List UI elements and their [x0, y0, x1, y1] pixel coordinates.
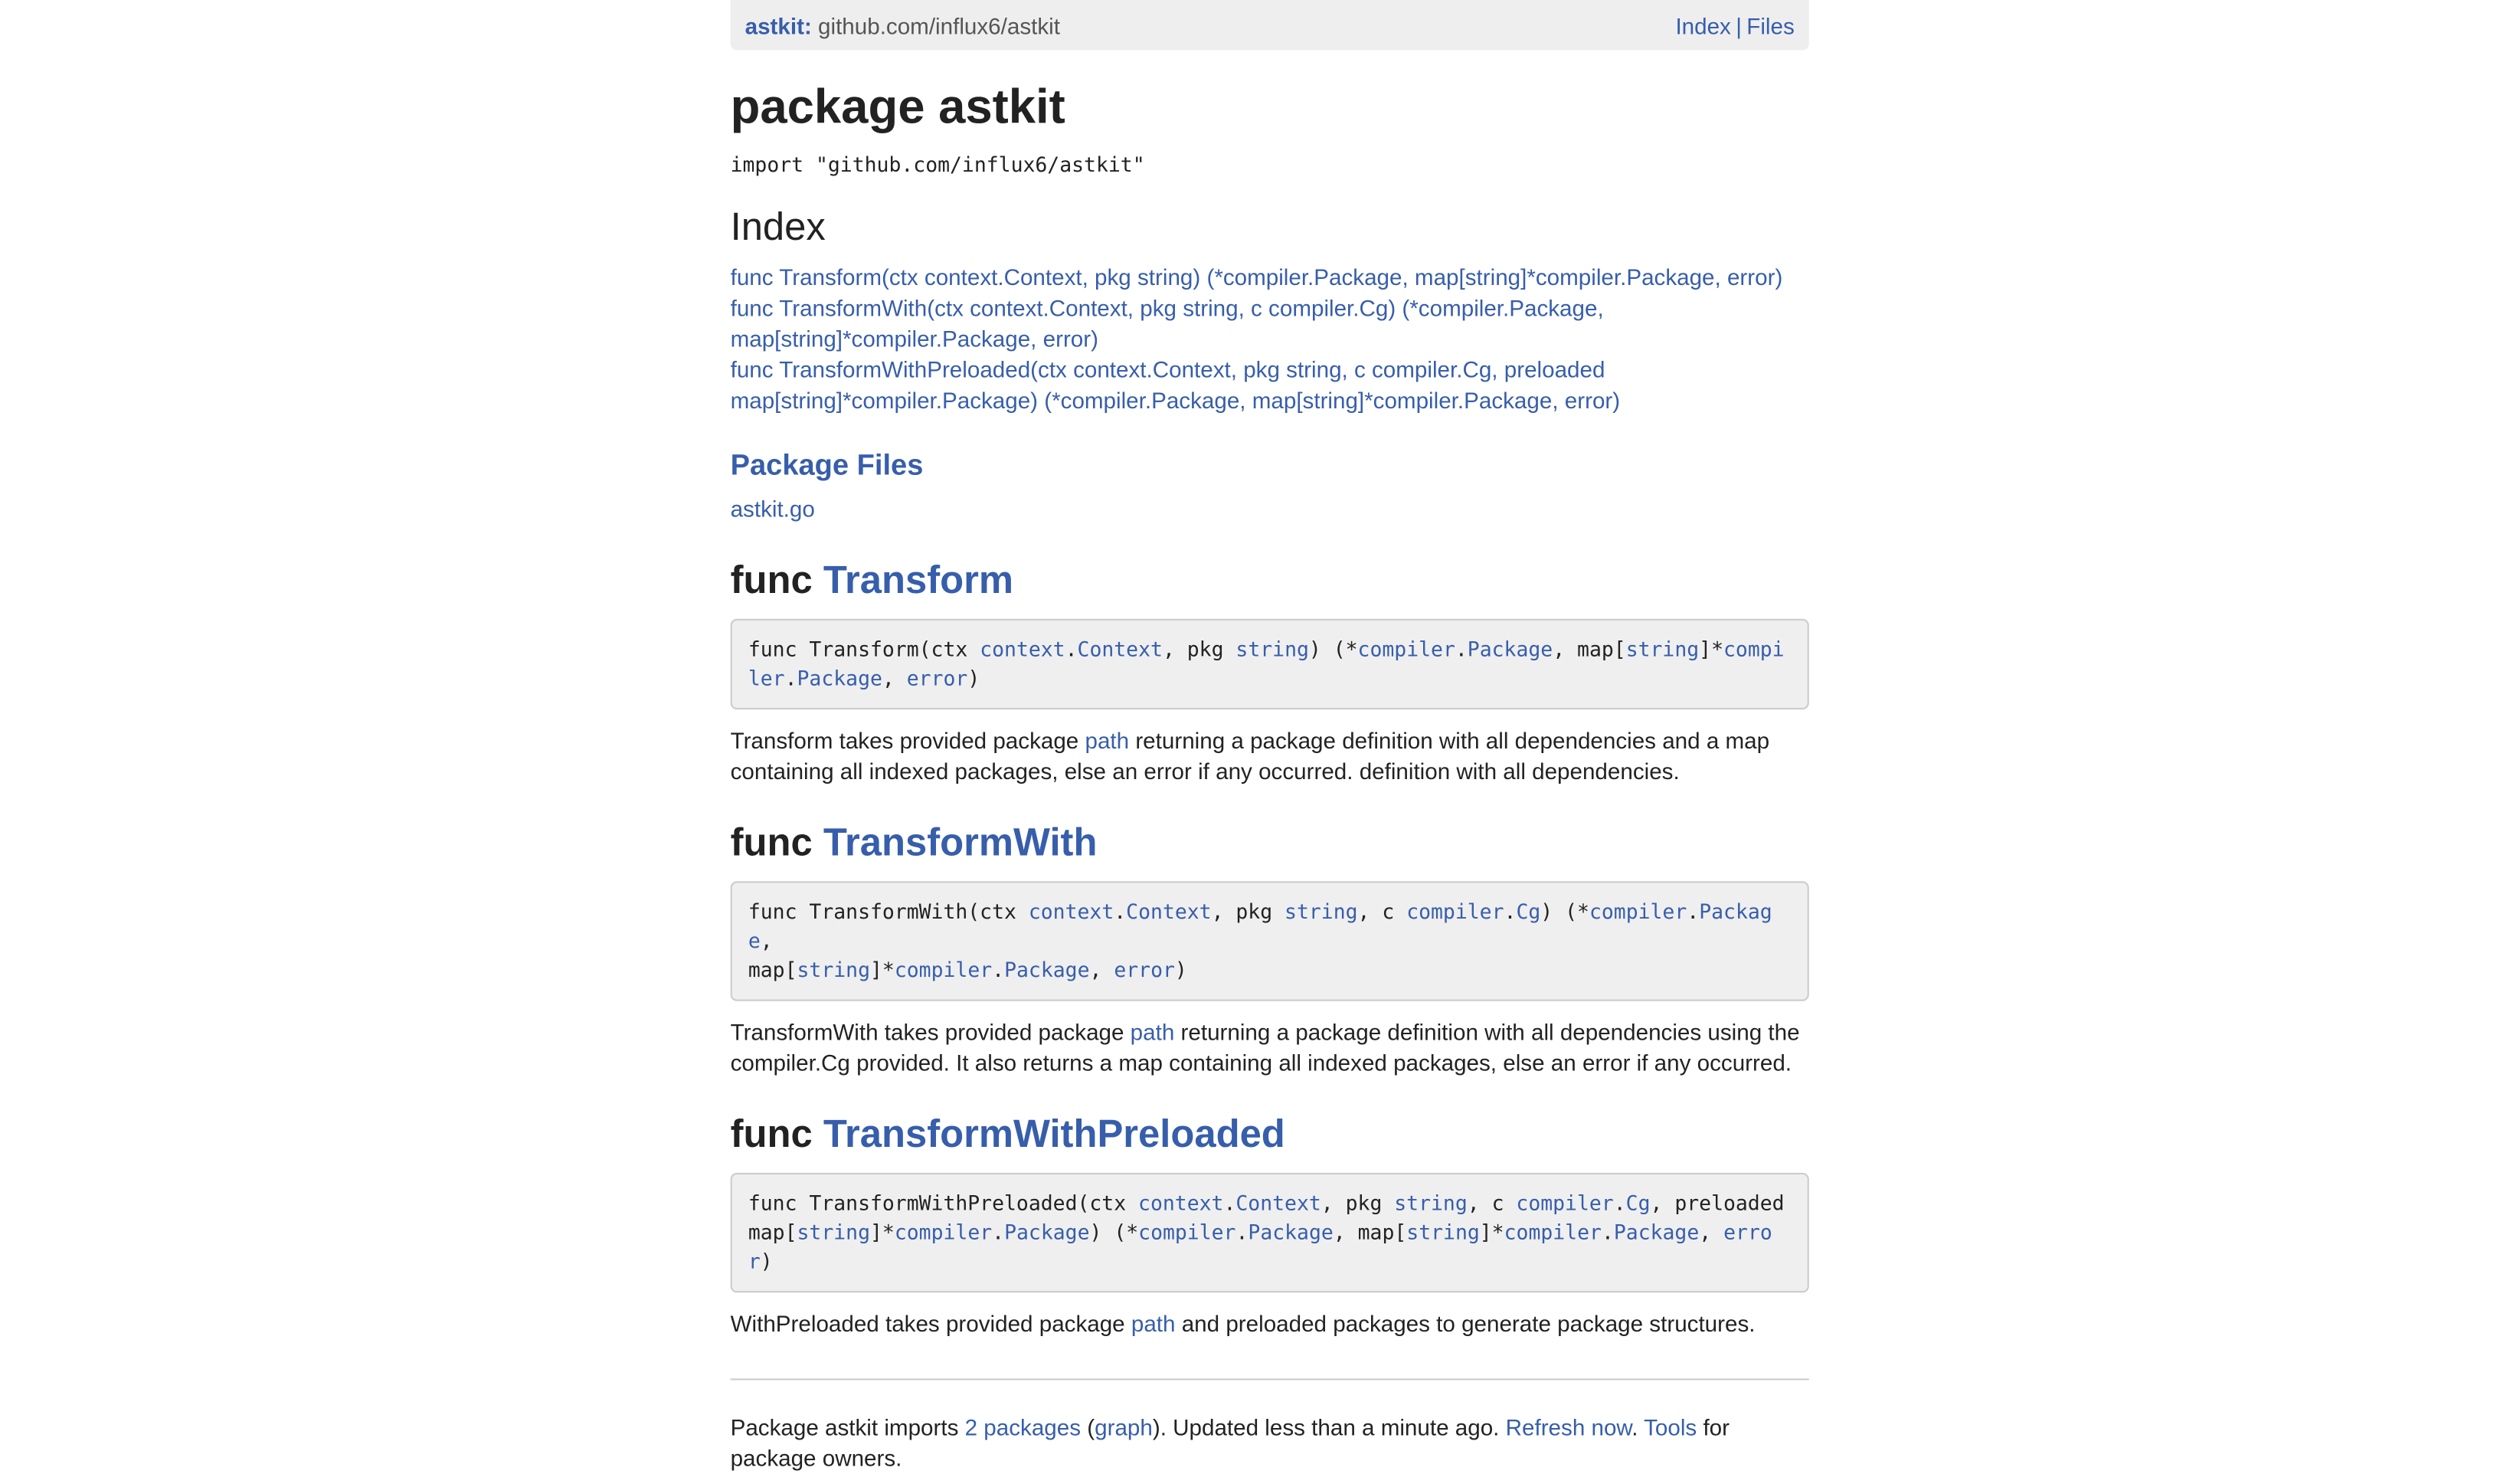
index-list: [731, 263, 1809, 417]
path-link[interactable]: path: [1085, 727, 1130, 754]
footer-text: ). Updated less than a minute ago.: [1152, 1413, 1506, 1440]
nav-index-link[interactable]: Index: [1675, 11, 1731, 38]
footer-text: .: [1631, 1413, 1645, 1440]
footer-text: Package astkit imports: [730, 1413, 965, 1440]
import-statement: import "github.com/influx6/astkit": [730, 152, 1145, 177]
content-container: [731, 0, 1809, 1474]
func-keyword: func: [730, 1112, 813, 1157]
path-link[interactable]: path: [1131, 1310, 1176, 1337]
top-nav-bar: [731, 0, 1809, 51]
package-files-heading[interactable]: Package Files: [730, 448, 924, 481]
func-keyword: func: [730, 821, 813, 866]
desc-text: and preloaded packages to generate package structures.: [1175, 1310, 1756, 1337]
footer-text: (: [1081, 1413, 1095, 1440]
breadcrumb: [745, 12, 1060, 38]
func-transformwithpreloaded-name-link[interactable]: TransformWithPreloaded: [823, 1112, 1285, 1157]
tools-link[interactable]: Tools: [1644, 1413, 1697, 1440]
path-link[interactable]: path: [1130, 1018, 1175, 1045]
func-transformwithpreloaded-heading: [731, 1111, 1809, 1159]
index-link-transform[interactable]: func Transform(ctx context.Context, pkg string) (*compiler.Package, map[string]*compiler.Package, error): [730, 264, 1783, 290]
page-footer: [731, 1413, 1809, 1474]
top-nav-links: [1675, 12, 1794, 38]
desc-text: TransformWith takes provided package: [730, 1018, 1131, 1045]
index-link-transformwithpreloaded[interactable]: func TransformWithPreloaded(ctx context.Context, pkg string, c compiler.Cg, preloaded map[string]*compiler.Package) (*compiler.Package, map[string]*compiler.Package, error): [730, 356, 1621, 414]
nav-files-link[interactable]: Files: [1746, 11, 1795, 38]
graph-link[interactable]: graph: [1095, 1413, 1153, 1440]
file-link-astkit-go[interactable]: astkit.go: [730, 496, 815, 522]
site-brand[interactable]: astkit:: [745, 11, 812, 38]
desc-text: WithPreloaded takes provided package: [730, 1310, 1131, 1337]
package-files-list: [731, 494, 1809, 525]
func-transform-signature: func Transform(ctx context.Context, pkg string) (*compiler.Package, map[string]*compiler.Package, error): [731, 619, 1809, 709]
nav-separator: |: [1736, 11, 1742, 38]
func-transform-name-link[interactable]: Transform: [823, 558, 1014, 603]
desc-text: returning a package definition with all dependencies and a map containing all indexed packages, else an error if any occurred. definition with all dependencies.: [730, 727, 1770, 784]
func-transform-description: [731, 726, 1809, 787]
page-title: package astkit: [730, 80, 1065, 135]
func-transformwithpreloaded-description: [731, 1309, 1809, 1339]
func-transformwith-name-link[interactable]: TransformWith: [823, 821, 1098, 866]
func-keyword: func: [730, 558, 813, 603]
index-link-transformwith[interactable]: func TransformWith(ctx context.Context, pkg string, c compiler.Cg) (*compiler.Package, map[string]*compiler.Package, error): [730, 294, 1604, 352]
refresh-now-link[interactable]: Refresh now: [1505, 1413, 1632, 1440]
footer-text: for package owners.: [730, 1413, 1730, 1471]
desc-text: Transform takes provided package: [730, 727, 1085, 754]
index-heading: Index: [730, 205, 826, 250]
repo-path: github.com/influx6/astkit: [818, 11, 1060, 38]
func-transformwith-heading: [731, 820, 1809, 868]
imports-link[interactable]: 2 packages: [964, 1413, 1082, 1440]
func-transform-heading: [731, 557, 1809, 605]
func-transformwith-description: [731, 1017, 1809, 1079]
func-transformwithpreloaded-signature: func TransformWithPreloaded(ctx context.Context, pkg string, c compiler.Cg, preloaded map[string]*compiler.Package) (*compiler.Package, map[string]*compiler.Package, error): [731, 1173, 1809, 1292]
func-transformwith-signature: func TransformWith(ctx context.Context, pkg string, c compiler.Cg) (*compiler.Package, map[string]*compiler.Package, error): [731, 881, 1809, 1001]
footer-divider: [731, 1378, 1809, 1380]
desc-text: returning a package definition with all dependencies using the compiler.Cg provided. It also returns a map containing all indexed packages, else an error if any occurred.: [730, 1018, 1800, 1076]
